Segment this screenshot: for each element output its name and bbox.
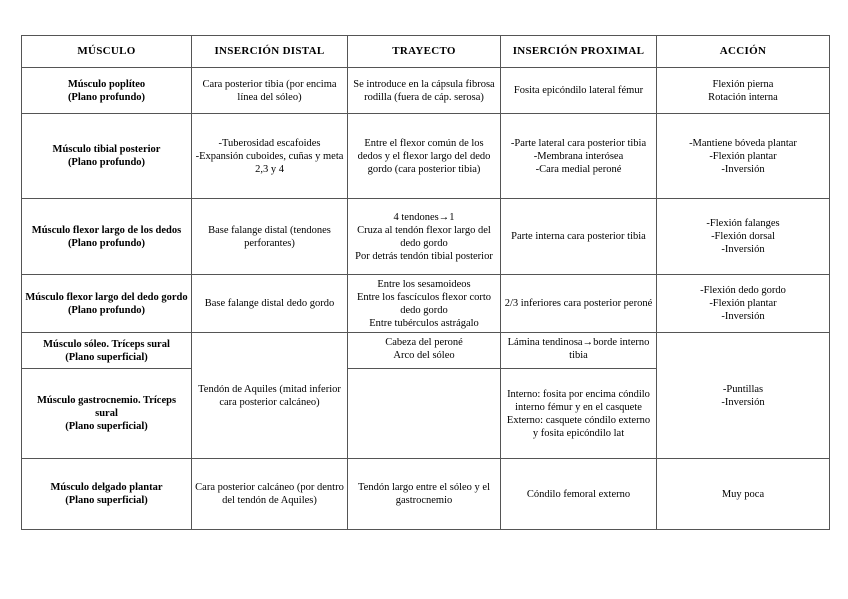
distal-cell [192,68,348,114]
trayecto-cell [348,68,501,114]
cell-text: Arco del sóleo [393,350,455,361]
cell-text: -Inversión [721,163,765,175]
muscle-cell [22,459,192,530]
proximal-cell [501,459,657,530]
muscle-cell [22,275,192,333]
muscle-cell [22,333,192,369]
accion-cell [657,333,830,459]
muscle-table [21,35,830,530]
muscle-plane: (Plano profundo) [67,304,146,316]
muscle-plane: (Plano superficial) [65,421,148,432]
cell-text: -Tuberosidad escafoides [218,137,321,149]
table-row [22,275,830,333]
header-insercion-distal: INSERCIÓN DISTAL [192,36,348,68]
trayecto-cell [348,369,501,459]
cell-text: -Flexión plantar [709,150,777,162]
cell-text: -Flexión falanges [706,218,780,229]
distal-cell [192,333,348,459]
cell-text: Muy poca [721,488,765,500]
muscle-name: Músculo flexor largo de los dedos [31,224,182,236]
cell-text: -Mantiene bóveda plantar [689,137,797,149]
muscle-cell [22,114,192,199]
cell-text: Se introduce en la cápsula fibrosa rodilla (fuera de cáp. serosa) [353,78,495,103]
trayecto-cell [348,459,501,530]
cell-text: Tendón de Aquiles (mitad inferior cara posterior calcáneo) [198,383,341,408]
header-row [22,36,830,68]
proximal-cell [501,275,657,333]
muscle-name: Músculo gastrocnemio. Tríceps sural [36,395,177,419]
accion-cell [657,459,830,530]
cell-text: Por detrás tendón tibial posterior [355,250,493,262]
table-row [22,333,830,369]
table-row [22,68,830,114]
cell-text: Rotación interna [708,91,778,103]
cell-text: Parte interna cara posterior tibia [511,231,646,242]
cell-text: -Expansión cuboides, cuñas y meta 2,3 y 4 [195,150,344,175]
table-row [22,114,830,199]
table-row [22,459,830,530]
cell-text: -Inversión [721,244,765,255]
muscle-name: Músculo delgado plantar [50,482,163,493]
cell-text: Base falange distal dedo gordo [204,298,335,309]
cell-text: -Inversión [721,396,765,408]
proximal-cell [501,114,657,199]
accion-cell [657,114,830,199]
cell-text: -Puntillas [722,383,764,395]
header-musculo: MÚSCULO [22,36,192,68]
muscle-cell [22,369,192,459]
cell-text: Cruza al tendón flexor largo del dedo gordo [357,224,491,249]
cell-text: Cara posterior calcáneo (por dentro del tendón de Aquiles) [195,482,344,506]
cell-text: -Flexión plantar [709,298,777,309]
cell-text: -Cara medial peroné [535,163,622,175]
distal-cell [192,199,348,275]
muscle-name: Músculo tibial posterior [52,144,161,155]
muscle-plane: (Plano profundo) [67,91,146,103]
cell-text: -Flexión dedo gordo [700,285,786,296]
proximal-cell [501,199,657,275]
proximal-cell [501,369,657,459]
distal-cell [192,459,348,530]
distal-cell [192,275,348,333]
cell-text: Tendón largo entre el sóleo y el gastrocnemio [357,482,491,506]
cell-text: -Flexión dorsal [711,231,775,242]
cell-text: -Membrana interósea [533,150,624,162]
trayecto-cell [348,275,501,333]
trayecto-cell [348,114,501,199]
cell-text: Cabeza del peroné [385,337,463,348]
cell-text: Fosita epicóndilo lateral fémur [513,85,644,96]
muscle-name: Músculo flexor largo del dedo gordo [25,291,188,303]
muscle-cell [22,199,192,275]
muscle-cell [22,68,192,114]
accion-cell [657,199,830,275]
cell-text: Entre tubérculos astrágalo [369,317,479,329]
muscle-plane: (Plano profundo) [67,157,146,168]
cell-text: 4 tendones→1 [393,211,455,223]
muscle-name: Músculo sóleo. Tríceps sural [43,338,170,350]
cell-text: Flexión pierna [712,78,774,90]
header-accion: ACCIÓN [657,36,830,68]
muscle-plane: (Plano superficial) [65,351,148,363]
header-insercion-proximal: INSERCIÓN PROXIMAL [501,36,657,68]
trayecto-cell [348,333,501,369]
muscle-plane: (Plano profundo) [67,237,146,249]
muscle-plane: (Plano superficial) [65,495,148,506]
cell-text: Entre el flexor común de los dedos y el flexor largo del dedo gordo (cara posterior tibia) [357,137,491,175]
cell-text: Externo: casquete cóndilo externo y fosita epicóndilo lat [506,414,651,439]
distal-cell [192,114,348,199]
header-trayecto: TRAYECTO [348,36,501,68]
cell-text: 2/3 inferiores cara posterior peroné [504,298,653,309]
proximal-cell [501,68,657,114]
cell-text: Entre los fascículos flexor corto dedo gordo [356,291,492,316]
muscle-name: Músculo poplíteo [67,78,146,90]
cell-text: Lámina tendinosa→borde interno tibia [507,337,650,361]
cell-text: Interno: fosita por encima cóndilo interno fémur y en el casquete [507,388,650,413]
trayecto-cell [348,199,501,275]
proximal-cell [501,333,657,369]
cell-text: Base falange distal (tendones perforantes) [208,224,331,249]
cell-text: Cóndilo femoral externo [526,488,631,500]
cell-text: Cara posterior tibia (por encima línea del sóleo) [202,78,337,103]
cell-text: -Inversión [721,311,765,322]
table-row [22,199,830,275]
accion-cell [657,275,830,333]
accion-cell [657,68,830,114]
cell-text: Entre los sesamoideos [377,278,471,290]
cell-text: -Parte lateral cara posterior tibia [510,137,647,149]
